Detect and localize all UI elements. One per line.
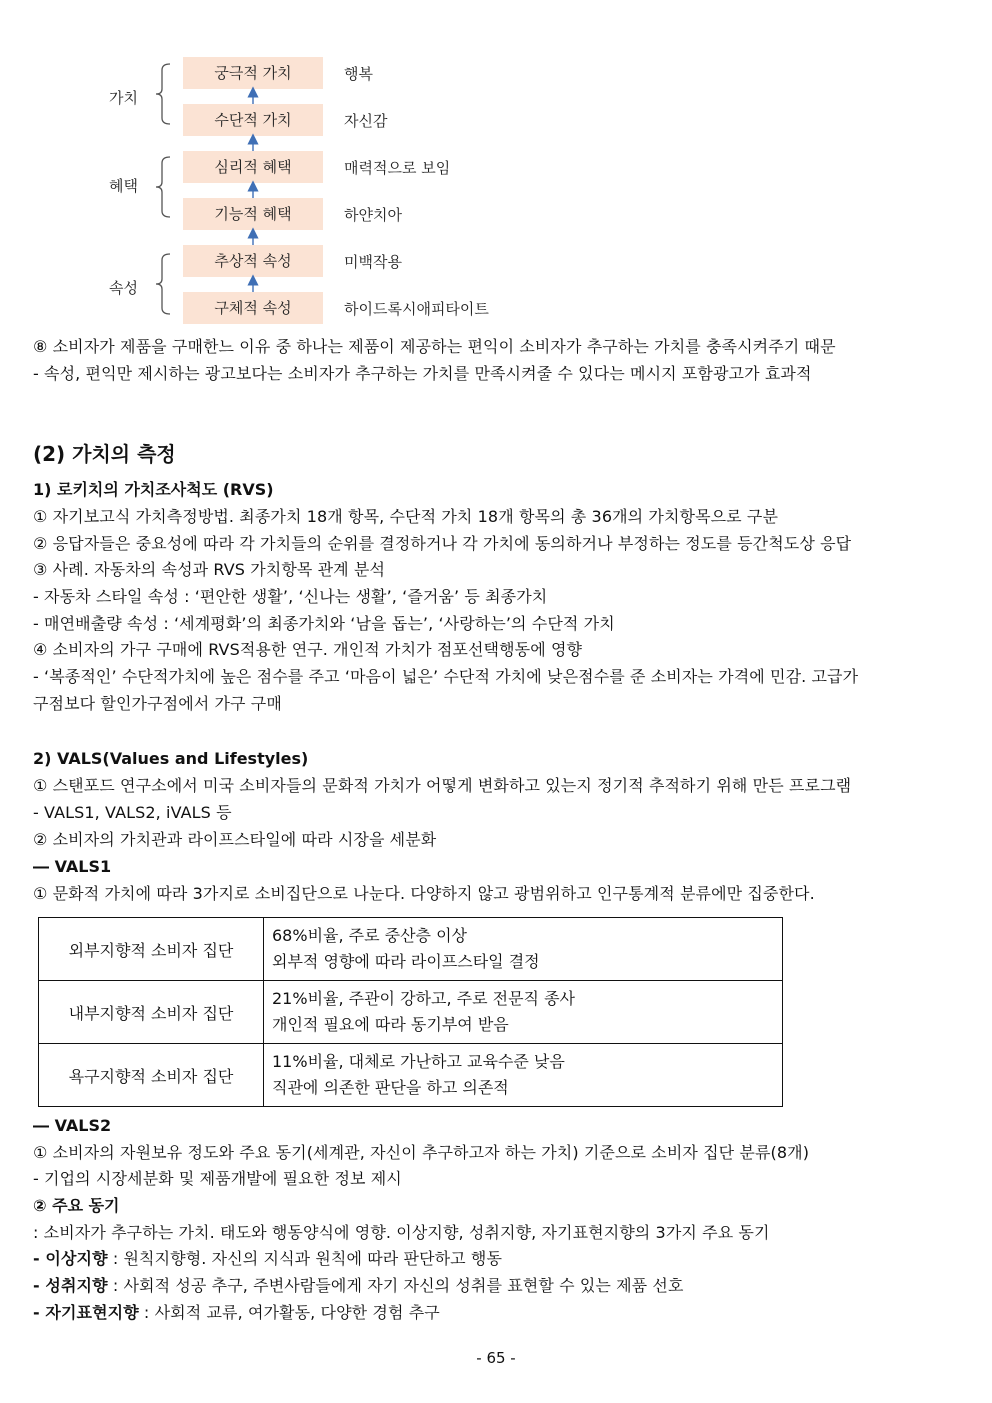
box-concrete-attribute: 구체적 속성 xyxy=(183,292,323,324)
desc-line: 개인적 필요에 따라 동기부여 받음 xyxy=(272,1015,509,1034)
motive-text: : 사회적 교류, 여가활동, 다양한 경험 추구 xyxy=(138,1303,440,1322)
example-label: 행복 xyxy=(344,65,373,83)
desc-line: 11%비율, 대체로 가난하고 교육수준 낮음 xyxy=(272,1052,565,1071)
motive-desc: : 소비자가 추구하는 가치. 태도와 행동양식에 영향. 이상지향, 성취지향, 자기표현지향의 3가지 주요 동기 xyxy=(33,1223,770,1242)
box-abstract-attribute: 추상적 속성 xyxy=(183,245,323,277)
desc-line: 68%비율, 주로 중산층 이상 xyxy=(272,926,468,945)
box-functional-benefit: 기능적 혜택 xyxy=(183,198,323,230)
motive-label: - 성취지향 xyxy=(33,1276,108,1295)
table-row xyxy=(39,918,783,981)
rvs-line: - ‘복종적인’ 수단적가치에 높은 점수를 주고 ‘마음이 넓은’ 수단적 가치에 낮은점수를 준 소비자는 가격에 민감. 고급가 xyxy=(33,667,859,686)
rvs-line: ③ 사례. 자동차의 속성과 RVS 가치항목 관계 분석 xyxy=(33,560,386,579)
table-row xyxy=(39,1044,783,1107)
box-instrumental-value: 수단적 가치 xyxy=(183,104,323,136)
table-cell-desc xyxy=(264,1044,783,1107)
table-cell-desc xyxy=(264,981,783,1044)
arrow-connectors xyxy=(240,85,270,300)
example-label: 자신감 xyxy=(344,112,388,130)
rvs-line: ① 자기보고식 가치측정방법. 최종가치 18개 항목, 수단적 가치 18개 항목의 총 36개의 가치항목으로 구분 xyxy=(33,507,779,526)
rvs-line: ④ 소비자의 가구 구매에 RVS적용한 연구. 개인적 가치가 점포선택행동에 영향 xyxy=(33,640,583,659)
vals-line: ② 소비자의 가치관과 라이프스타일에 따라 시장을 세분화 xyxy=(33,830,437,849)
example-label: 하이드록시애피타이트 xyxy=(344,300,489,318)
motive-label: - 이상지향 xyxy=(33,1249,108,1268)
motive-item xyxy=(33,1246,502,1272)
vals2-line: ① 소비자의 자원보유 정도와 주요 동기(세계관, 자신이 추구하고자 하는 가치) 기준으로 소비자 집단 분류(8개) xyxy=(33,1143,810,1162)
desc-line: 외부적 영향에 따라 라이프스타일 결정 xyxy=(272,952,540,971)
desc-line: 21%비율, 주관이 강하고, 주로 전문직 종사 xyxy=(272,989,576,1008)
vals1-table xyxy=(38,917,783,1107)
brace-icon xyxy=(150,155,174,219)
vals-line: ① 스탠포드 연구소에서 미국 소비자들의 문화적 가치가 어떻게 변화하고 있는지 정기적 추적하기 위해 만든 프로그램 xyxy=(33,776,852,795)
rvs-line: ② 응답자들은 중요성에 따라 각 가치들의 순위를 결정하거나 각 가치에 동의하거나 부정하는 정도를 등간척도상 응답 xyxy=(33,534,852,553)
motive-text: : 사회적 성공 추구, 주변사람들에게 자기 자신의 성취를 표현할 수 있는 제품 선호 xyxy=(107,1276,684,1295)
rvs-heading: 1) 로키치의 가치조사척도 (RVS) xyxy=(33,480,274,499)
vals2-line: - 기업의 시장세분화 및 제품개발에 필요한 정보 제시 xyxy=(33,1169,402,1188)
group-label-attribute: 속성 xyxy=(109,279,138,297)
vals1-line: ① 문화적 가치에 따라 3가지로 소비집단으로 나눈다. 다양하지 않고 광범위하고 인구통계적 분류에만 집중한다. xyxy=(33,884,815,903)
intro-line: ⑧ 소비자가 제품을 구매한느 이유 중 하나는 제품이 제공하는 편익이 소비자가 추구하는 가치를 충족시켜주기 때문 xyxy=(33,337,836,356)
vals-heading: 2) VALS(Values and Lifestyles) xyxy=(33,749,309,768)
example-label: 매력적으로 보임 xyxy=(344,159,451,177)
box-ultimate-value: 궁극적 가치 xyxy=(183,57,323,89)
table-cell-group: 욕구지향적 소비자 집단 xyxy=(39,1044,264,1107)
rvs-line: 구점보다 할인가구점에서 가구 구매 xyxy=(33,694,282,713)
vals1-heading: ― VALS1 xyxy=(33,857,112,876)
group-label-benefit: 혜택 xyxy=(109,177,138,195)
rvs-line: - 매연배출량 속성 : ‘세계평화’의 최종가치와 ‘남을 돕는’, ‘사랑하는’의 수단적 가치 xyxy=(33,614,615,633)
example-label: 미백작용 xyxy=(344,253,402,271)
table-cell-desc xyxy=(264,918,783,981)
brace-icon xyxy=(150,62,174,126)
motive-heading: ② 주요 동기 xyxy=(33,1196,120,1215)
motive-item xyxy=(33,1300,440,1326)
intro-line: - 속성, 편익만 제시하는 광고보다는 소비자가 추구하는 가치를 만족시켜줄 수 있다는 메시지 포함광고가 효과적 xyxy=(33,364,812,383)
table-cell-group: 내부지향적 소비자 집단 xyxy=(39,981,264,1044)
section-title: (2) 가치의 측정 xyxy=(33,442,176,466)
motive-label: - 자기표현지향 xyxy=(33,1303,139,1322)
table-cell-group: 외부지향적 소비자 집단 xyxy=(39,918,264,981)
box-psychological-benefit: 심리적 혜택 xyxy=(183,151,323,183)
brace-icon xyxy=(150,252,174,316)
table-row xyxy=(39,981,783,1044)
example-label: 하얀치아 xyxy=(344,206,402,224)
motive-text: : 원칙지향형. 자신의 지식과 원칙에 따라 판단하고 행동 xyxy=(107,1249,503,1268)
vals2-heading: ― VALS2 xyxy=(33,1116,112,1135)
page-number: - 65 - xyxy=(476,1349,516,1367)
desc-line: 직관에 의존한 판단을 하고 의존적 xyxy=(272,1078,509,1097)
rvs-line: - 자동차 스타일 속성 : ‘편안한 생활’, ‘신나는 생활’, ‘즐거움’ 등 최종가치 xyxy=(33,587,548,606)
group-label-value: 가치 xyxy=(109,89,138,107)
vals-line: - VALS1, VALS2, iVALS 등 xyxy=(33,803,232,822)
motive-item xyxy=(33,1273,684,1299)
